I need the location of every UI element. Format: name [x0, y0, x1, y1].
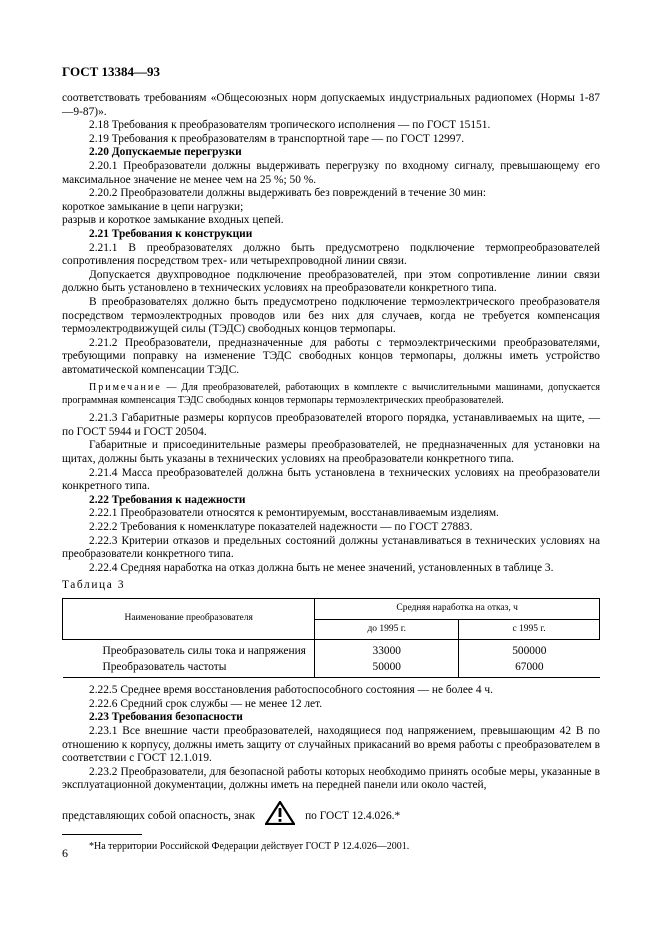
paragraph: соответствовать требованиям «Общесоюзных норм допускаемых индустриальных радиопомех (Нормы 1-87—9-87)».	[62, 92, 600, 118]
table-header-a: до 1995 г.	[315, 619, 459, 640]
table-caption: Таблица 3	[62, 579, 126, 592]
paragraph: 2.22.2 Требования к номенклатуре показателей надежности — по ГОСТ 27883.	[89, 521, 473, 534]
text-fragment: представляющих собой опасность, знак	[62, 809, 256, 822]
note	[62, 382, 600, 407]
table-header-b: с 1995 г.	[459, 619, 600, 640]
table-row	[63, 659, 600, 678]
table-header-name: Наименование преобразователя	[63, 599, 315, 640]
paragraph: 2.22.1 Преобразователи относятся к ремонтируемым, восстанавливаемым изделиям.	[89, 507, 499, 520]
table-cell-name: Преобразователь частоты	[63, 659, 315, 678]
note-label: Примечание	[89, 382, 162, 394]
paragraph: 2.22.3 Критерии отказов и предельных состояний должны устанавливаться в технических условиях на преобразователи конкретного типа.	[62, 534, 600, 561]
page-number: 6	[62, 846, 68, 860]
table-header-group: Средняя наработка на отказ, ч	[315, 599, 600, 620]
document-body	[62, 92, 600, 853]
paragraph: 2.18 Требования к преобразователям тропического исполнения — по ГОСТ 15151.	[89, 119, 491, 132]
footnote: *На территории Российской Федерации действует ГОСТ Р 12.4.026—2001.	[89, 840, 410, 852]
paragraph: 2.21.1 В преобразователях должно быть предусмотрено подключение термопреобразователей сопротивления посредством трех- или четырехпроводной линии связи.	[62, 241, 600, 268]
running-header: ГОСТ 13384—93	[62, 64, 161, 79]
paragraph: 2.22.6 Средний срок службы — не менее 12 лет.	[89, 697, 323, 710]
table-row	[63, 640, 600, 660]
table-cell-a: 33000	[315, 640, 459, 660]
note-text: — Для преобразователей, работающих в комплекте с вычислительными машинами, допускается программная компенсация ТЭДС свободных концов термопары термоэлектрических преобразователей.	[62, 382, 600, 406]
paragraph: Допускается двухпроводное подключение преобразователей, при этом сопротивление линии связи должно быть установлено в технических условиях на преобразователи конкретного типа.	[62, 268, 600, 295]
paragraph: 2.23.1 Все внешние части преобразователей, находящиеся под напряжением, превышающим 42 В по отношению к корпусу, должны иметь защиту от случайных прикасаний во время работы с преобразователем в соответствии с ГОСТ 12.1.019.	[62, 724, 600, 765]
section-heading: 2.23 Требования безопасности	[89, 711, 243, 724]
paragraph: В преобразователях должно быть предусмотрено подключение термоэлектрического преобразователя посредством термоэлектродных проводов или без них для случаев, когда не требуется компенсация термоэлектродвижущей силы (ТЭДС) свободных концов термопары.	[62, 295, 600, 336]
paragraph: 2.20.1 Преобразователи должны выдерживать перегрузку по входному сигналу, превышающему его максимальное значение не менее чем на 25 %; 50 %.	[62, 159, 600, 186]
list-item: короткое замыкание в цепи нагрузки;	[62, 200, 244, 213]
paragraph-end	[62, 801, 600, 830]
paragraph: 2.20.2 Преобразователи должны выдерживать без повреждений в течение 30 мин:	[89, 187, 486, 200]
table-cell-b: 500000	[459, 640, 600, 660]
list-item: разрыв и короткое замыкание входных цепей.	[62, 214, 284, 227]
table-cell-name: Преобразователь силы тока и напряжения	[102, 645, 306, 658]
paragraph: 2.23.2 Преобразователи, для безопасной работы которых необходимо принять особые меры, указанные в эксплуатационной документации, должны иметь на передней панели или около частей,	[62, 765, 600, 792]
section-heading: 2.21 Требования к конструкции	[89, 227, 253, 240]
warning-triangle-icon	[265, 801, 295, 830]
paragraph: 2.22.5 Среднее время восстановления работоспособного состояния — не более 4 ч.	[89, 684, 493, 697]
section-heading: 2.22 Требования к надежности	[89, 493, 246, 506]
paragraph: 2.21.4 Масса преобразователей должна быть установлена в технических условиях на преобразователи конкретного типа.	[62, 466, 600, 493]
paragraph: 2.21.2 Преобразователи, предназначенные для работы с термоэлектрическими преобразователями, требующими поправку на изменение ТЭДС свободных концов термопары, должны иметь устройство автоматической компенсации ТЭДС.	[62, 336, 600, 376]
paragraph: 2.19 Требования к преобразователям в транспортной таре — по ГОСТ 12997.	[89, 132, 465, 145]
paragraph: Габаритные и присоединительные размеры преобразователей, не предназначенных для установки на щитах, должны быть указаны в технических условиях на преобразователи конкретного типа.	[62, 439, 600, 466]
paragraph: 2.21.3 Габаритные размеры корпусов преобразователей второго порядка, устанавливаемых на щите, — по ГОСТ 5944 и ГОСТ 20504.	[62, 412, 600, 438]
reliability-table	[62, 598, 600, 678]
footnote-rule	[62, 834, 142, 835]
table-cell-b: 67000	[459, 659, 600, 678]
section-heading: 2.20 Допускаемые перегрузки	[89, 146, 242, 159]
paragraph: 2.22.4 Средняя наработка на отказ должна быть не менее значений, установленных в таблице 3.	[89, 561, 554, 574]
text-fragment: по ГОСТ 12.4.026.*	[305, 809, 401, 822]
table-cell-a: 50000	[315, 659, 459, 678]
